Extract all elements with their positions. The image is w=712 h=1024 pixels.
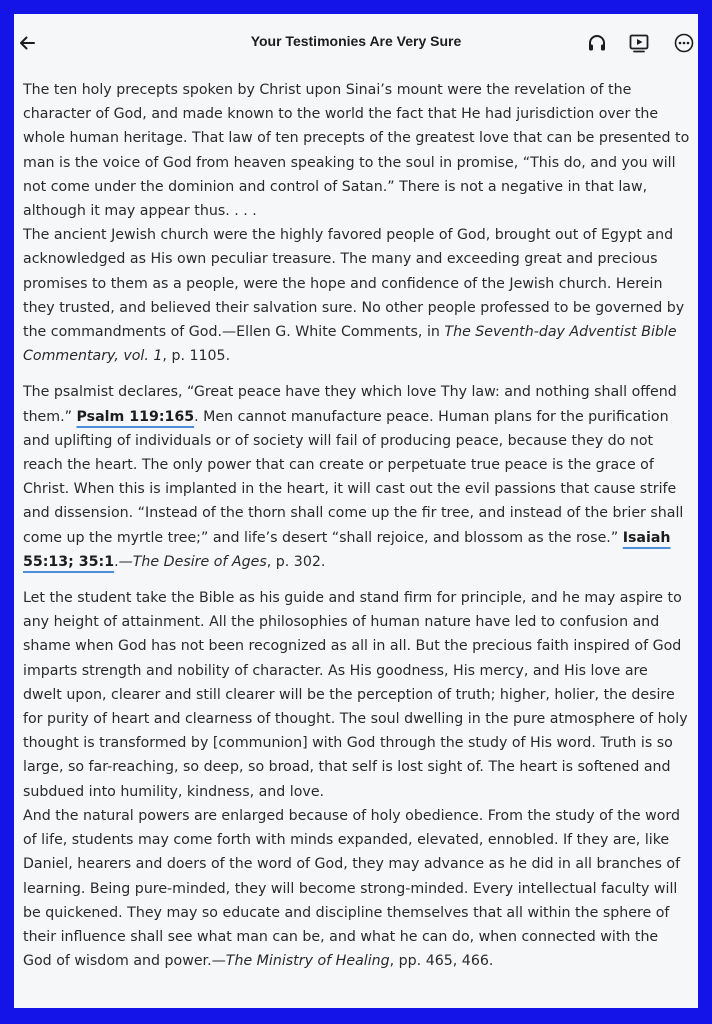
more-icon	[673, 32, 695, 54]
paragraph-5	[23, 804, 691, 973]
scripture-link-psalm[interactable]: Psalm 119:165	[76, 408, 195, 425]
reading-content	[23, 78, 691, 973]
headphones-icon	[586, 32, 608, 54]
play-icon	[628, 32, 650, 54]
source-page: , p. 302.	[266, 553, 326, 570]
top-bar	[14, 14, 698, 72]
paragraph-5-text: And the natural powers are enlarged because of holy obedience. From the study of the word of life, students may come forth with minds expanded, elevated, ennobled. If they are, like Daniel, hearers and doers of the word of God, they may advance as he did in all branches of learning. Being pure-minded, they will become strong-minded. Every intellectual faculty will be quickened. They may so educate and discipline themselves that all within the sphere of their influence shall see what man can be, and what he can do, when connected with the God of wisdom and power.—	[23, 807, 681, 970]
page-title: Your Testimonies Are Very Sure	[250, 33, 462, 49]
scripture-link-isaiah[interactable]: Isaiah 55:13; 35:1	[23, 529, 671, 570]
back-button[interactable]	[14, 30, 40, 56]
paragraph-4: Let the student take the Bible as his guide and stand firm for principle, and he may aspire to any height of attainment. All the philosophies of human nature have led to confusion and shame when God has not been recognized as all in all. But the precious faith inspired of God imparts strength and nobility of character. As His goodness, His mercy, and His love are dwelt upon, clearer and still clearer will be the perception of truth; higher, holier, the desire for purity of heart and clearness of thought. The soul dwelling in the pure atmosphere of holy thought is transformed by [communion] with God through the study of His word. Truth is so large, so far-reaching, so deep, so broad, that self is lost sight of. The heart is softened and subdued into humility, kindness, and love.	[23, 590, 688, 800]
source-page: , p. 1105.	[162, 348, 231, 365]
more-button[interactable]	[671, 30, 697, 56]
source-title: The Seventh-day Adventist Bible Commentary, vol. 1	[23, 324, 677, 365]
source-title: The Desire of Ages	[132, 553, 267, 570]
source-title: The Ministry of Healing	[225, 953, 390, 970]
paragraph-2-text: The ancient Jewish church were the highly favored people of God, brought out of Egypt and acknowledged as His own peculiar treasure. The many and exceeding great and precious promises to them as a people, were the hope and confidence of the Jewish church. Herein they trusted, and believed their salvation sure. No other people professed to be governed by the commandments of God.—Ellen G. White Comments, in	[23, 227, 685, 341]
paragraph-3-dash: .—	[114, 553, 133, 570]
paragraph-3	[23, 380, 691, 574]
arrow-left-icon	[18, 34, 36, 52]
audio-button[interactable]	[584, 30, 610, 56]
paragraph-1: The ten holy precepts spoken by Christ upon Sinai’s mount were the revelation of the character of God, and made known to the world the fact that He had jurisdiction over the whole human heritage. That law of ten precepts of the greatest love that can be presented to man is the voice of God from heaven speaking to the soul in promise, “This do, and you will not come under the dominion and control of Satan.” There is not a negative in that law, although it may appear thus. . . .	[23, 82, 690, 220]
paragraph-2	[23, 223, 691, 368]
source-page: , pp. 465, 466.	[389, 953, 494, 970]
app-window	[14, 14, 698, 1008]
paragraph-3-before: The psalmist declares, “Great peace have they which love Thy law: and nothing shall offend them.”	[23, 384, 677, 425]
video-button[interactable]	[626, 30, 652, 56]
paragraph-3-middle: . Men cannot manufacture peace. Human plans for the purification and uplifting of individuals or of society will fail of producing peace, because they do not reach the heart. The only power that can create or perpetuate true peace is the grace of Christ. When this is implanted in the heart, it will cast out the evil passions that cause strife and dissension. “Instead of the thorn shall come up the fir tree, and instead of the brier shall come up the myrtle tree;” and life’s desert “shall rejoice, and blossom as the rose.”	[23, 408, 684, 546]
